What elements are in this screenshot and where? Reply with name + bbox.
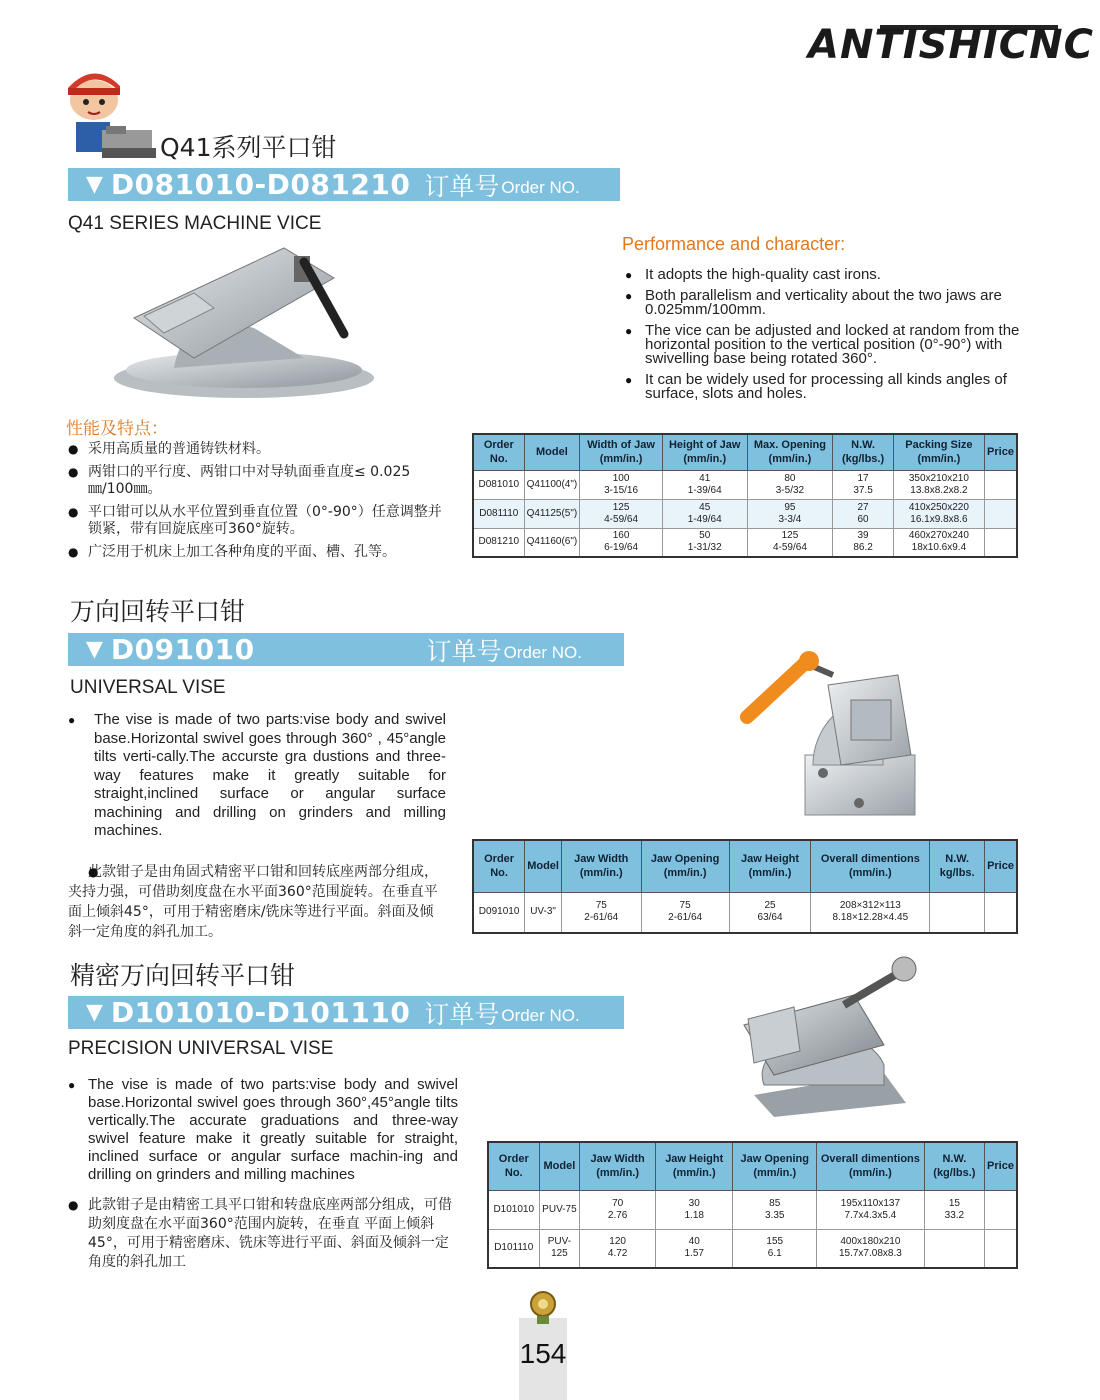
table-header: Order No. [473,434,524,470]
cell-mm: 125 [612,501,630,513]
list-item: ● It can be widely used for processing all kinds angles of surface, slots and holes. [625,373,1020,401]
list-item: ● 两钳口的平行度、两钳口中对导轨面垂直度≤ 0.025㎜/100㎜。 [68,464,448,498]
table-header: Model [539,1142,580,1190]
cell-in: 2-61/64 [668,912,703,924]
table-header: Packing Size (mm/in.) [893,434,984,470]
table-cell [833,470,893,499]
precision-vise-image [734,955,924,1120]
table-header: Jaw Height (mm/in.) [655,1142,733,1190]
cell-kg: 17 [857,472,869,484]
table-cell [893,470,984,499]
cell-mm: 195x110x137 [840,1197,901,1209]
table-row [488,1190,1017,1229]
cell-in: 2-61/64 [584,912,619,924]
machine-vice-image [104,238,384,400]
features-title-cn: 性能及特点： [66,419,168,439]
cell-mm: 85 [769,1197,781,1209]
table-cell [729,892,811,933]
table-cell [817,1190,925,1229]
cell-in: 15.7x7.08x8.3 [838,1248,902,1260]
table-header: Price [985,840,1017,892]
cell-mm: 100 [612,472,630,484]
cell-lbs: 33.2 [944,1209,965,1221]
table-header: N.W. (kg/lbs.) [924,1142,984,1190]
performance-title: Performance and character: [622,234,846,254]
cell-in: 1-31/32 [687,542,722,554]
list-item: ● 平口钳可以从水平位置到垂直位置（0°-90°）任意调整并锁紧，带有回旋底座可360°旋转。 [68,504,448,538]
cell-in: 3-15/16 [604,484,639,496]
table-cell [747,528,833,557]
table-cell [930,892,985,933]
table-header: Model [524,434,580,470]
table-row [473,528,1017,557]
table-cell [580,1229,656,1268]
cell-in: 16.1x9.8x8.6 [910,513,968,525]
table-header: Max. Opening (mm/in.) [747,434,833,470]
section2-desc-list [68,711,446,841]
list-item: ● The vise is made of two parts:vise body and swivel base.Horizontal swivel goes through 360° , 45°angle tilts verti-cally.The accurste gra dustions and three-way features make it greatly suitable for straight,inclined surface or angular surface machining and drilling on grinders and milling machines. [68,711,446,841]
table-header: Model [525,840,562,892]
section2-title-cn: 万向回转平口钳 [70,597,246,626]
page-number: 154 [519,1338,567,1369]
table-cell [662,528,747,557]
table-row [473,892,1017,933]
cell-mm: 40 [688,1236,700,1248]
table-cell [580,470,663,499]
table-header: Width of Jaw (mm/in.) [580,434,663,470]
table-cell: D101010 [488,1190,539,1229]
section3-desc-cn-list [68,1196,458,1272]
universal-vise-image [733,645,923,825]
cell-in: 4-59/64 [604,513,639,525]
cell-kg: 39 [857,530,869,542]
cell-lbs: 37.5 [853,484,873,496]
table-cell [747,499,833,528]
section3-spec-table [487,1141,1018,1269]
table-cell [924,1190,984,1229]
table-cell [747,470,833,499]
cell-in: 1-49/64 [687,513,722,525]
cell-mm: 350x210x210 [908,472,969,484]
table-cell [893,499,984,528]
section2-title-en: UNIVERSAL VISE [70,677,226,698]
table-row [473,470,1017,499]
cell-kg: 15 [948,1197,960,1209]
table-cell [733,1190,817,1229]
table-header: Jaw Width (mm/in.) [580,1142,656,1190]
table-cell [893,528,984,557]
cell-in: 1.57 [684,1248,704,1260]
order-label-cn: 订单号 [424,171,500,201]
price-cell [985,470,1017,499]
table-cell: PUV-125 [539,1229,580,1268]
table-header: N.W. (kg/lbs.) [833,434,893,470]
table-cell [662,470,747,499]
section1-order-bar [68,168,620,201]
cell-in: 18x10.6x9.4 [911,542,967,554]
mascot-icon [62,70,162,170]
cell-mm: 95 [784,501,796,513]
list-item: ● Both parallelism and verticality about the two jaws are 0.025mm/100mm. [625,289,1020,317]
list-item: ● The vise is made of two parts:vise body and swivel base.Horizontal swivel goes through 360°,45°angle tilts vertically.The accurate graduations and three-way swivel feature make it greatly suitable for straight, inclined surface or angular surface machin-ing and drilling on grinders and milling machines [68,1076,458,1184]
table-cell [811,892,930,933]
cell-mm: 80 [784,472,796,484]
order-label-cn: 订单号 [424,999,500,1029]
table-cell: D081210 [473,528,524,557]
table-cell [833,528,893,557]
table-header: Order No. [473,840,525,892]
table-cell [580,528,663,557]
cell-in: 4-59/64 [772,542,807,554]
table-cell [655,1190,733,1229]
table-header: Overall dimentions (mm/in.) [811,840,930,892]
cell-mm: 45 [699,501,711,513]
triangle-down-icon: ▼ [86,637,103,662]
cell-mm: 155 [766,1236,784,1248]
table-header: Jaw Opening (mm/in.) [733,1142,817,1190]
cell-mm: 410x250x220 [908,501,969,513]
price-cell [985,1190,1018,1229]
order-label-en: Order NO. [501,177,580,197]
list-item: ● The vice can be adjusted and locked at random from the horizontal position to the vertical position (0°-90°) with swivelling base being rotated 360°. [625,324,1020,366]
section1-title-en: Q41 SERIES MACHINE VICE [68,213,322,234]
order-label-en: Order NO. [503,642,582,662]
triangle-down-icon: ▼ [86,172,103,197]
price-cell [985,499,1017,528]
table-cell [561,892,641,933]
section3-title-cn: 精密万向回转平口钳 [70,961,296,990]
list-item: ● 此款钳子是由角固式精密平口钳和回转底座两部分组成，夹持力强，可借助刻度盘在水平面360°范围旋转。在垂直平面上倾斜45°，可用于精密磨床/铣床等进行平面。斜面及倾斜一定角度的斜孔加工。 [68,862,446,942]
table-header: Order No. [488,1142,539,1190]
table-header: Overall dimentions (mm/in.) [817,1142,925,1190]
table-header: Price [985,1142,1018,1190]
cell-mm: 25 [764,900,776,912]
cell-mm: 75 [595,900,607,912]
cell-mm: 460x270x240 [908,530,969,542]
cell-in: 3.35 [765,1209,785,1221]
cell-in: 3-5/32 [775,484,805,496]
table-header: Price [985,434,1017,470]
gear-badge-icon [527,1290,559,1326]
cell-in: 6-19/64 [604,542,639,554]
features-list-cn [68,441,448,567]
table-cell [580,499,663,528]
price-cell [985,528,1017,557]
cell-mm: 120 [609,1236,626,1248]
brand-logo: ANTISHICNC [808,22,1094,68]
table-cell [733,1229,817,1268]
table-cell [817,1229,925,1268]
list-item: ● 此款钳子是由精密工具平口钳和转盘底座两部分组成，可借助刻度盘在水平面360°范围内旋转，在垂直 平面上倾斜45°，可用于精密磨床、铣床等进行平面、斜面及倾斜一定角度的斜孔加工 [68,1196,458,1272]
section2-order-bar [68,633,624,666]
table-header: Jaw Width (mm/in.) [561,840,641,892]
cell-kg: 27 [857,501,869,513]
table-header-row [488,1142,1017,1190]
section3-order-bar [68,996,624,1029]
table-cell: Q41100(4") [524,470,580,499]
section3-order-code: D101010-D101110 [110,996,411,1029]
table-cell: PUV-75 [539,1190,580,1229]
cell-in: 2.76 [607,1209,628,1221]
section2-spec-table [472,839,1018,934]
cell-mm: 70 [612,1197,624,1209]
section1-order-code: D081010-D081210 [110,168,411,201]
cell-mm: 50 [699,530,711,542]
cell-in: 63/64 [757,912,783,924]
order-label-en: Order NO. [501,1005,580,1025]
table-cell [580,1190,656,1229]
cell-in: 13.8x8.2x8.2 [910,484,968,496]
table-cell [924,1229,984,1268]
table-cell: D101110 [488,1229,539,1268]
cell-mm: 400x180x210 [840,1236,901,1248]
cell-mm: 208×312×113 [839,900,901,912]
section3-title-en: PRECISION UNIVERSAL VISE [68,1038,334,1059]
table-cell: D091010 [473,892,525,933]
triangle-down-icon: ▼ [86,1000,103,1025]
table-cell: UV-3" [525,892,562,933]
table-header-row [473,434,1017,470]
table-header: Jaw Height (mm/in.) [729,840,811,892]
table-cell: Q41160(6") [524,528,580,557]
cell-in: 8.18×12.28×4.45 [832,912,909,924]
cell-lbs: 60 [857,513,869,525]
cell-in: 1-39/64 [687,484,722,496]
table-header: Jaw Opening (mm/in.) [641,840,729,892]
section1-title-cn: Q41系列平口钳 [160,133,337,162]
table-cell [833,499,893,528]
cell-mm: 160 [612,530,630,542]
cell-in: 1.18 [684,1209,704,1221]
table-cell [641,892,729,933]
list-item: ● 采用高质量的普通铸铁材料。 [68,441,448,458]
table-cell [655,1229,733,1268]
table-header: N.W. kg/lbs. [930,840,985,892]
performance-list [625,268,1020,408]
cell-in: 7.7x4.3x5.4 [844,1209,897,1221]
section2-order-code: D091010 [110,633,255,666]
table-cell: Q41125(5") [524,499,580,528]
section2-desc-cn-list [68,862,446,942]
order-label-cn: 订单号 [426,636,502,666]
cell-mm: 41 [699,472,711,484]
list-item: ● It adopts the high-quality cast irons. [625,268,1020,282]
price-cell [985,892,1017,933]
table-cell: D081010 [473,470,524,499]
table-row [488,1229,1017,1268]
price-cell [985,1229,1018,1268]
section1-spec-table [472,433,1018,558]
section3-desc-list [68,1076,458,1184]
table-row [473,499,1017,528]
cell-lbs: 86.2 [853,542,873,554]
table-cell: D081110 [473,499,524,528]
table-header: Height of Jaw (mm/in.) [662,434,747,470]
list-item: ● 广泛用于机床上加工各种角度的平面、槽、孔等。 [68,544,448,561]
cell-mm: 75 [679,900,691,912]
table-cell [662,499,747,528]
cell-in: 3-3/4 [778,513,802,525]
table-header-row [473,840,1017,892]
cell-in: 6.1 [767,1248,782,1260]
cell-mm: 125 [781,530,799,542]
cell-in: 4.72 [607,1248,628,1260]
cell-mm: 30 [688,1197,700,1209]
